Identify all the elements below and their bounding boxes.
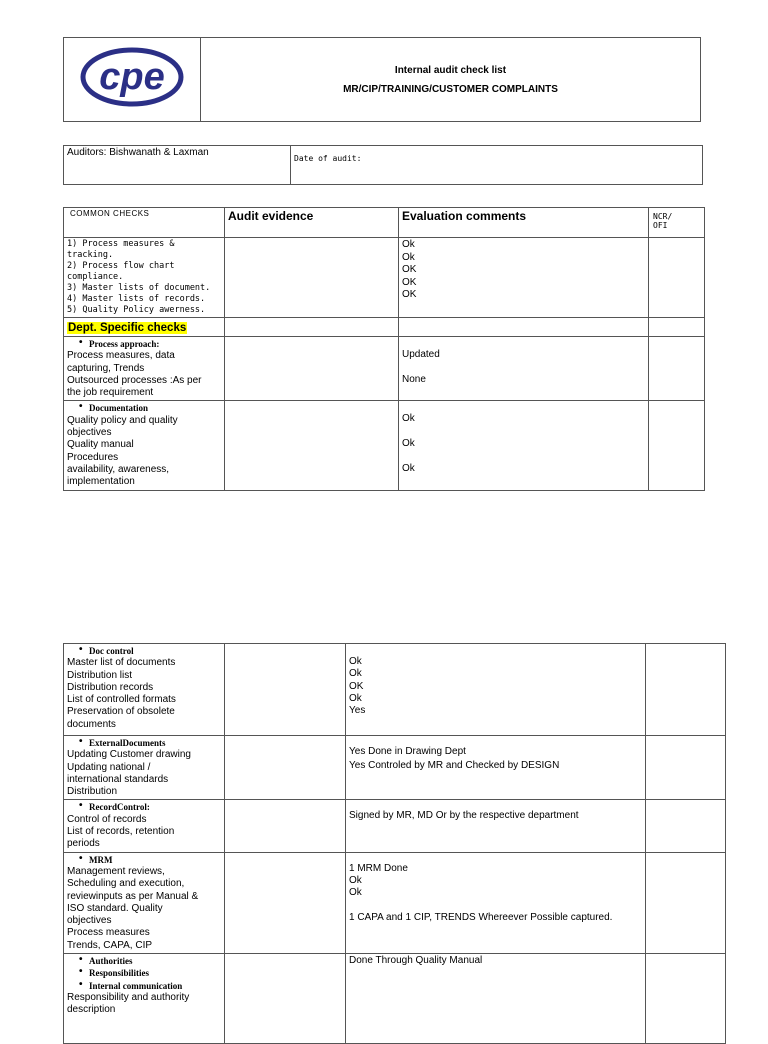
header-common-checks: COMMON CHECKS xyxy=(64,208,225,238)
mrm-cell xyxy=(64,852,225,953)
section-title: • Internal communication xyxy=(67,980,221,992)
header-ncr: NCR/ OFI xyxy=(649,208,705,238)
list-item: 5) Quality Policy awerness. xyxy=(67,305,206,315)
list-item: 2) Process flow chart compliance. xyxy=(67,261,175,282)
section-lines: Process measures, data capturing, Trends Outsourced processes :As per the job requirement xyxy=(67,350,202,399)
eval-item: OK xyxy=(402,289,417,300)
logo-text: cpe xyxy=(99,56,165,98)
header-table xyxy=(63,37,701,122)
section-lines: Updating Customer drawing Updating national / international standards Distribution xyxy=(67,749,191,798)
list-item: 3) Master lists of document. xyxy=(67,283,211,293)
dept-title-cell xyxy=(64,318,225,337)
documentation-cell xyxy=(64,401,225,490)
section-lines: Master list of documents Distribution list Distribution records List of controlled formats Preservation of obsolete documents xyxy=(67,657,176,730)
section-lines: Management reviews, Scheduling and execution, reviewinputs as per Manual & ISO standard. Quality objectives Process measures Trends, CAPA, CIP xyxy=(67,865,199,951)
title-cell xyxy=(201,38,701,122)
section-lines: Quality policy and quality objectives Quality manual Procedures availability, awareness, implementation xyxy=(67,414,178,488)
auditors-label: Auditors: Bishwanath & Laxman xyxy=(67,147,209,158)
list-item: 4) Master lists of records. xyxy=(67,294,206,304)
date-cell xyxy=(291,146,703,185)
section-title: • Documentation xyxy=(67,402,221,414)
cpe-logo xyxy=(80,46,184,108)
section-title: • Authorities xyxy=(67,955,221,967)
authorities-eval: Done Through Quality Manual xyxy=(346,954,646,1044)
external-docs-cell xyxy=(64,736,225,800)
doc-title: Internal audit check list xyxy=(394,64,507,76)
section-title: • Doc control xyxy=(67,645,221,657)
external-docs-eval: Yes Done in Drawing Dept Yes Controled by MR and Checked by DESIGN xyxy=(346,736,646,800)
evidence-cell xyxy=(225,238,399,318)
common-evals xyxy=(399,238,649,318)
authorities-cell xyxy=(64,954,225,1044)
header-evaluation: Evaluation comments xyxy=(399,208,649,238)
documentation-eval: Ok Ok Ok xyxy=(399,401,649,490)
common-checks-table xyxy=(63,207,705,491)
record-control-cell xyxy=(64,800,225,852)
record-control-eval: Signed by MR, MD Or by the respective department xyxy=(346,800,646,852)
section-lines: Control of records List of records, retention periods xyxy=(67,813,175,850)
process-eval: Updated None xyxy=(399,337,649,401)
eval-item: OK xyxy=(402,276,417,288)
section-title: • RecordControl: xyxy=(67,801,221,813)
dept-specific-title: Dept. Specific checks xyxy=(68,322,187,334)
ncr-cell xyxy=(649,238,705,318)
section-title: • Responsibilities xyxy=(67,967,221,979)
date-label: Date of audit: xyxy=(294,154,362,163)
doc-subtitle: MR/CIP/TRAINING/CUSTOMER COMPLAINTS xyxy=(343,83,558,95)
dept-checks-table xyxy=(63,643,726,1044)
section-lines: Responsibility and authority description xyxy=(67,991,190,1016)
doc-control-eval: Ok Ok OK Ok Yes xyxy=(346,644,646,736)
section-title: • Process approach: xyxy=(67,338,221,350)
process-approach-cell xyxy=(64,337,225,401)
eval-item: Ok xyxy=(402,239,415,250)
doc-control-cell xyxy=(64,644,225,736)
auditors-table xyxy=(63,145,703,185)
common-checks-list xyxy=(64,238,225,318)
section-title: • ExternalDocuments xyxy=(67,737,221,749)
list-item: 1) Process measures & tracking. xyxy=(67,239,175,260)
mrm-eval: 1 MRM Done Ok Ok 1 CAPA and 1 CIP, TRENDS Whereever Possible captured. xyxy=(346,852,646,953)
logo-cell xyxy=(64,38,201,122)
auditors-cell xyxy=(64,146,291,185)
eval-item: Ok xyxy=(402,251,415,263)
section-title: • MRM xyxy=(67,854,221,866)
eval-item: OK xyxy=(402,264,417,275)
header-audit-evidence: Audit evidence xyxy=(225,208,399,238)
